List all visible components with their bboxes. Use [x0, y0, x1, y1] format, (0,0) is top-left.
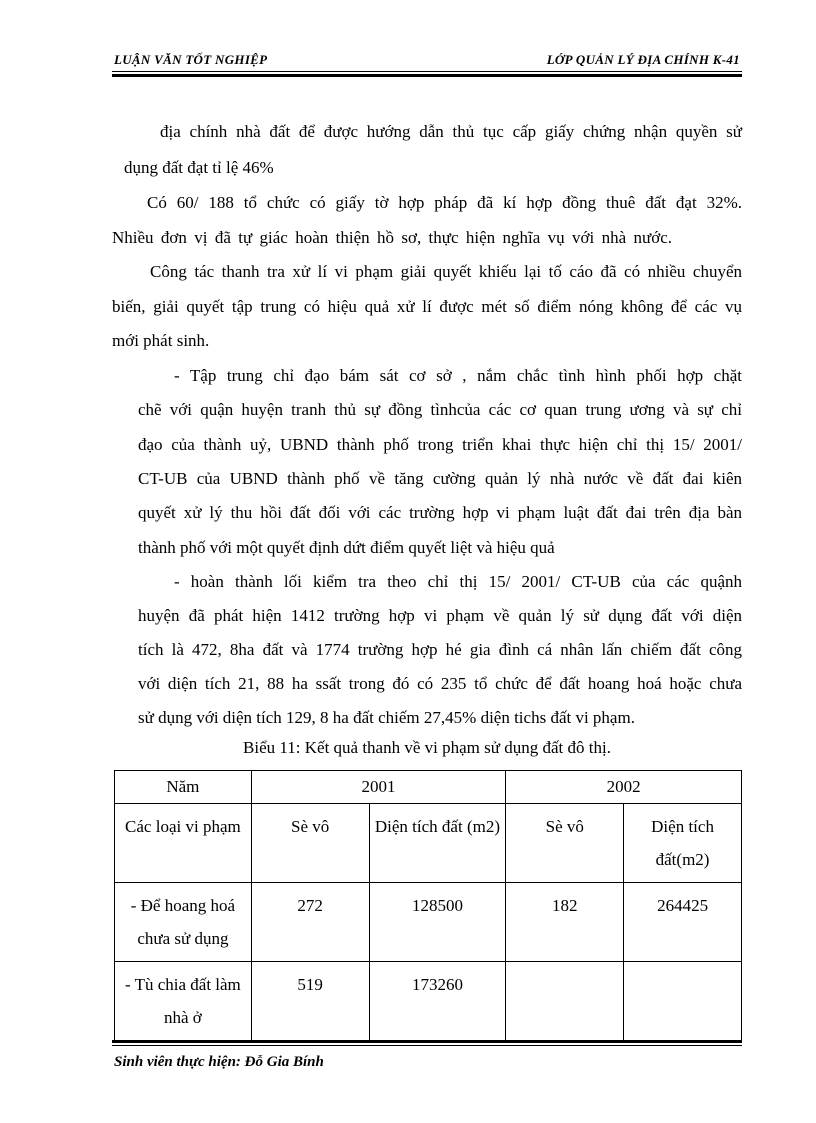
- footer-author: Sinh viên thực hiện: Đỗ Gia Bính: [114, 1054, 324, 1070]
- count-2002-cell: [506, 962, 624, 1041]
- header-rule-thin: [112, 71, 742, 72]
- body-line: Nhiều đơn vị đã tự giác hoàn thiện hồ sơ, thực hiện nghĩa vụ với nhà nước.: [112, 228, 672, 247]
- body-line: Công tác thanh tra xử lí vi phạm giải quyết khiếu lại tố cáo đã có nhiều chuyển: [150, 262, 742, 281]
- category-cell: - Tù chia đất làm nhà ở: [115, 962, 252, 1041]
- body-line: - hoàn thành lối kiểm tra theo chỉ thị 15/ 2001/ CT-UB của các quậnh: [174, 572, 742, 591]
- area-label-2001-cell: Diện tích đất (m2): [369, 804, 506, 883]
- count-label-2002-cell: Sè vô: [506, 804, 624, 883]
- table-header-row: [115, 771, 742, 804]
- body-line: biến, giải quyết tập trung có hiệu quả xử lí được mét số điểm nóng không để các vụ: [112, 297, 742, 316]
- body-line: dụng đất đạt tỉ lệ 46%: [124, 158, 274, 177]
- body-line: huyện đã phát hiện 1412 trường hợp vi phạm về quản lý sử dụng đất với diện: [138, 606, 742, 625]
- violation-table: [114, 770, 742, 1041]
- year-2002-cell: 2002: [506, 771, 742, 804]
- body-line: địa chính nhà đất để được hướng dẫn thủ tục cấp giấy chứng nhận quyền sử: [160, 122, 742, 141]
- body-line: chẽ với quận huyện tranh thủ sự đồng tìnhcủa các cơ quan trung ương và sự chỉ: [138, 400, 742, 419]
- count-2001-cell: 519: [251, 962, 369, 1041]
- table-caption: Biểu 11: Kết quả thanh về vi phạm sử dụng đất đô thị.: [243, 738, 611, 757]
- page-footer: [112, 1040, 742, 1080]
- table-row: [115, 962, 742, 1041]
- body-line: - Tập trung chỉ đạo bám sát cơ sở , nắm chắc tình hình phối hợp chặt: [174, 366, 742, 385]
- count-label-2001-cell: Sè vô: [251, 804, 369, 883]
- body-line: đạo của thành uỷ, UBND thành phố trong triển khai thực hiện chỉ thị 15/ 2001/: [138, 435, 742, 454]
- body-line: với diện tích 21, 88 ha ssất trong đó có 235 tổ chức để đất hoang hoá hoặc chưa: [138, 674, 742, 693]
- page-header: [112, 50, 742, 72]
- body-line: CT-UB của UBND thành phố về tăng cường quản lý nhà nước về đất đai kiên: [138, 469, 742, 488]
- category-label-cell: Các loại vi phạm: [115, 804, 252, 883]
- count-2001-cell: 272: [251, 883, 369, 962]
- header-rule-thick: [112, 74, 742, 77]
- area-label-2002-cell: Diện tích đất(m2): [624, 804, 742, 883]
- area-2002-cell: 264425: [624, 883, 742, 962]
- area-2001-cell: 173260: [369, 962, 506, 1041]
- year-label-cell: Năm: [115, 771, 252, 804]
- area-2001-cell: 128500: [369, 883, 506, 962]
- footer-rule-thick: [112, 1040, 742, 1043]
- table-subheader-row: [115, 804, 742, 883]
- body-line: mới phát sinh.: [112, 331, 210, 350]
- area-2002-cell: [624, 962, 742, 1041]
- body-line: quyết xử lý thu hồi đất đối với các trường hợp vi phạm luật đất đai trên địa bàn: [138, 503, 742, 522]
- category-cell: - Để hoang hoá chưa sử dụng: [115, 883, 252, 962]
- body-line: thành phố với một quyết định dứt điểm quyết liệt và hiệu quả: [138, 538, 555, 557]
- body-line: sử dụng với diện tích 129, 8 ha đất chiếm 27,45% diện tichs đất vi phạm.: [138, 708, 635, 727]
- body-line: Có 60/ 188 tổ chức có giấy tờ hợp pháp đã kí hợp đồng thuê đất đạt 32%.: [147, 193, 742, 212]
- table-row: [115, 883, 742, 962]
- body-line: tích là 472, 8ha đất và 1774 trường hợp hé gia đình cá nhân lấn chiếm đất công: [138, 640, 742, 659]
- header-left-title: LUẬN VĂN TỐT NGHIỆP: [114, 52, 268, 67]
- header-right-title: LỚP QUẢN LÝ ĐỊA CHÍNH K-41: [546, 52, 740, 67]
- count-2002-cell: 182: [506, 883, 624, 962]
- year-2001-cell: 2001: [251, 771, 506, 804]
- footer-rule-thin: [112, 1045, 742, 1046]
